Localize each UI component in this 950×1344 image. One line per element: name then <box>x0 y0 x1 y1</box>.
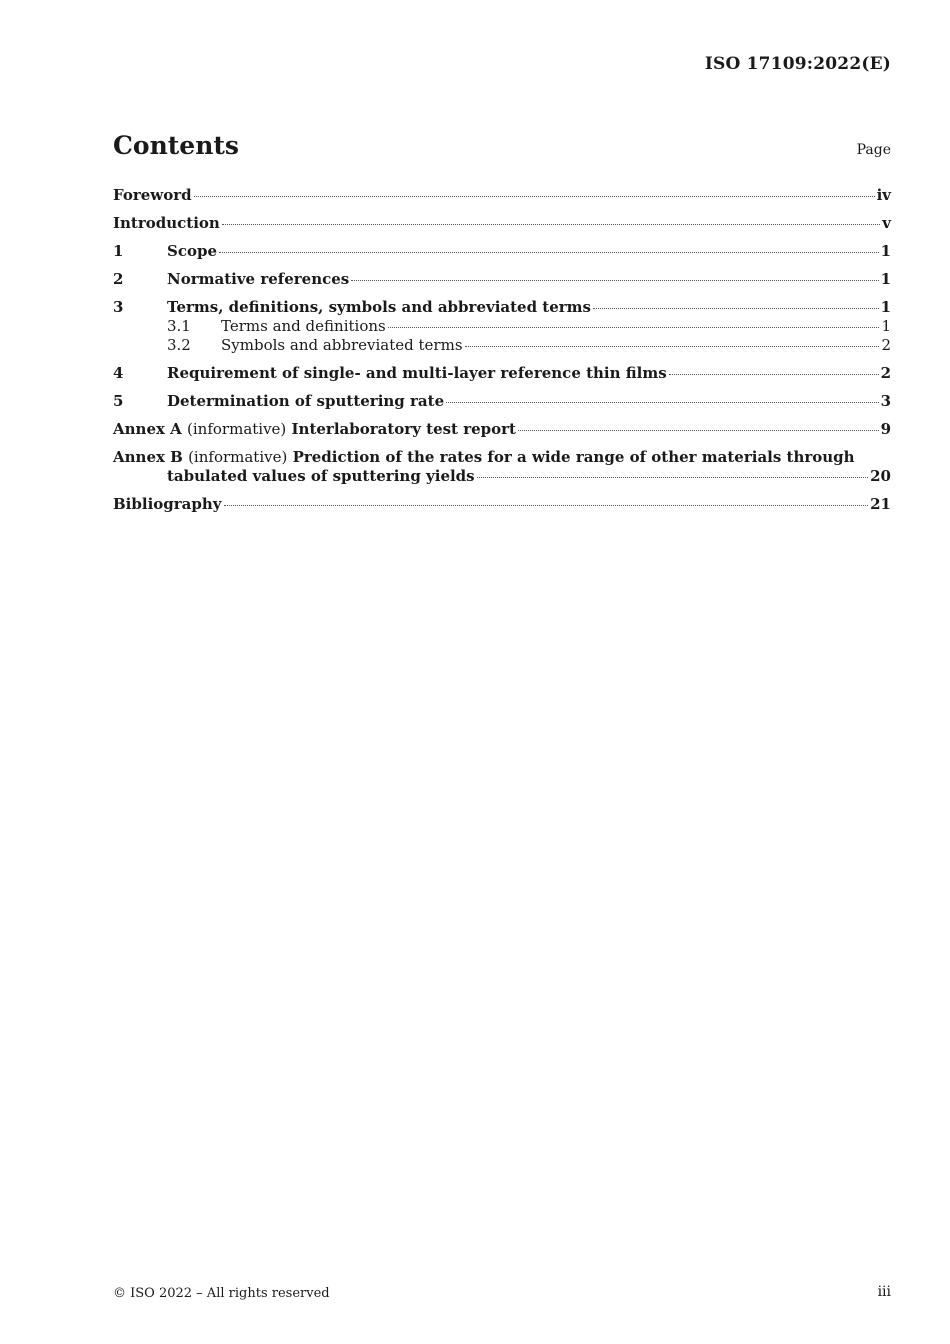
dot-leader <box>669 373 879 375</box>
toc-entry-annex-b[interactable] <box>113 448 891 486</box>
toc-number: 1 <box>113 242 124 260</box>
toc-title: Determination of sputtering rate <box>167 392 445 410</box>
toc-number: 5 <box>113 392 124 410</box>
dot-leader <box>465 345 880 347</box>
toc-page: 1 <box>881 317 891 335</box>
toc-entry-bibliography[interactable] <box>113 495 891 514</box>
toc-number: 3.1 <box>167 317 191 335</box>
toc-page: 9 <box>880 420 891 438</box>
dot-leader <box>219 251 879 253</box>
toc-entry-annex-a[interactable] <box>113 420 891 439</box>
toc-entry-terms[interactable] <box>113 298 891 317</box>
document-id: ISO 17109:2022(E) <box>704 54 891 74</box>
toc-title-line2: tabulated values of sputtering yields <box>167 467 475 485</box>
toc-title: Terms and definitions <box>221 317 386 335</box>
toc-page: 1 <box>880 298 891 316</box>
contents-heading: Contents <box>113 131 240 160</box>
toc-page: 21 <box>870 495 891 513</box>
toc-entry-requirement[interactable] <box>113 364 891 383</box>
toc-title: Bibliography <box>113 495 222 513</box>
dot-leader <box>222 223 880 225</box>
toc-page: 2 <box>880 364 891 382</box>
toc-entry-determination[interactable] <box>113 392 891 411</box>
toc-number: 3.2 <box>167 336 191 354</box>
annex-type: (informative) <box>188 448 288 466</box>
dot-leader <box>388 326 880 328</box>
toc-entry-foreword[interactable] <box>113 186 891 205</box>
toc-entry-terms-definitions[interactable] <box>113 317 891 336</box>
annex-label: Annex A <box>113 420 182 438</box>
toc-page: iv <box>876 186 891 204</box>
toc-title: Requirement of single- and multi-layer reference thin films <box>167 364 667 382</box>
dot-leader <box>351 279 878 281</box>
dot-leader <box>446 401 878 403</box>
toc-title: Scope <box>167 242 218 260</box>
dot-leader <box>593 307 879 309</box>
toc-entry-scope[interactable] <box>113 242 891 261</box>
toc-page: v <box>882 214 891 232</box>
page-column-label: Page <box>856 142 891 158</box>
dot-leader <box>518 429 879 431</box>
toc-title: Terms, definitions, symbols and abbreviated terms <box>167 298 591 316</box>
toc-title-line1 <box>113 448 891 467</box>
toc-title <box>113 420 516 439</box>
toc-title: Introduction <box>113 214 220 232</box>
toc-title: Symbols and abbreviated terms <box>221 336 463 354</box>
annex-title: Prediction of the rates for a wide range of other materials through <box>292 448 855 466</box>
toc-title: Normative references <box>167 270 350 288</box>
toc-entry-introduction[interactable] <box>113 214 891 233</box>
toc-page: 1 <box>880 242 891 260</box>
page-number: iii <box>877 1284 891 1300</box>
toc-number: 4 <box>113 364 124 382</box>
table-of-contents <box>113 186 891 514</box>
toc-page: 3 <box>880 392 891 410</box>
annex-type: (informative) <box>187 420 287 438</box>
toc-entry-symbols[interactable] <box>113 336 891 355</box>
toc-page: 2 <box>881 336 891 354</box>
annex-label: Annex B <box>113 448 183 466</box>
dot-leader <box>224 504 869 506</box>
toc-entry-normative-references[interactable] <box>113 270 891 289</box>
dot-leader <box>477 476 869 478</box>
toc-page: 1 <box>880 270 891 288</box>
toc-page: 20 <box>870 467 891 485</box>
annex-title: Interlaboratory test report <box>291 420 516 438</box>
toc-title: Foreword <box>113 186 192 204</box>
copyright-notice: © ISO 2022 – All rights reserved <box>113 1286 330 1301</box>
toc-number: 3 <box>113 298 124 316</box>
toc-title-line2-row <box>113 467 891 486</box>
toc-number: 2 <box>113 270 124 288</box>
dot-leader <box>194 195 875 197</box>
